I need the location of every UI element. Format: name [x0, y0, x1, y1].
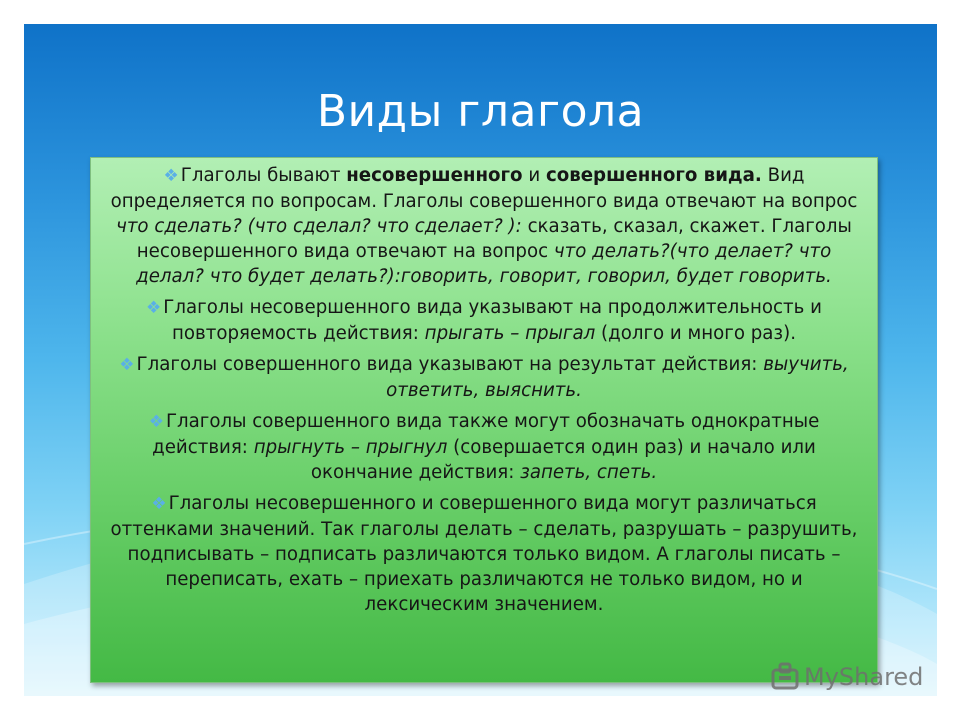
diamond-bullet-icon: ❖: [151, 494, 167, 514]
text-segment: Глаголы совершенного вида указывают на результат действия:: [136, 354, 764, 375]
text-segment: сказать, сказал, скажет. Глаголы несовершенного вида отвечают на вопрос: [136, 216, 852, 262]
paragraph-imperfective-duration: [101, 295, 867, 346]
text-segment: Глаголы бывают: [180, 165, 347, 186]
text-segment: несовершенного: [346, 165, 523, 186]
content-box: [90, 157, 878, 683]
diamond-bullet-icon: ❖: [119, 355, 135, 375]
text-segment: Вид определяется по вопросам. Глаголы совершенного вида отвечают на вопрос: [110, 165, 858, 212]
text-segment: Глаголы несовершенного вида указывают на продолжительность и повторяемость действия:: [163, 297, 822, 344]
text-segment: что сделать? (что сделал? что сделает? ):: [116, 216, 522, 237]
text-segment: прыгать – прыгал: [424, 323, 596, 344]
paragraph-meaning-shades: [101, 491, 867, 617]
text-segment: запеть, спеть.: [520, 462, 658, 483]
slide-title: Виды глагола: [316, 86, 645, 137]
slide: [24, 24, 937, 696]
text-segment: совершенного вида.: [545, 165, 762, 186]
diamond-bullet-icon: ❖: [163, 166, 179, 186]
paragraph-aspects-definition: [101, 163, 867, 289]
myshared-logo-icon: [770, 662, 800, 692]
watermark: [770, 660, 923, 694]
text-segment: Глаголы несовершенного и совершенного вида могут различаться оттенками значений. Так глаголы делать – сделать, разрушать – разрушить, подписывать – подписать различаются только видом. А глаголы писать – переписать, ехать – приехать различаются не только видом, но и лексическим значением.: [110, 493, 858, 615]
paragraph-perfective-single-action: [101, 409, 867, 485]
paragraph-perfective-result: [101, 352, 867, 403]
text-segment: Глаголы совершенного вида также могут обозначать однократные действия:: [152, 411, 820, 458]
text-segment: выучить, ответить, выяснить.: [386, 354, 849, 401]
text-segment: и: [522, 165, 546, 186]
diamond-bullet-icon: ❖: [146, 298, 162, 318]
text-segment: (совершается один раз) и начало или окончание действия:: [310, 437, 816, 483]
text-segment: что делать?(что делает? что делал? что будет делать?):говорить, говорит, говорил, будет говорить.: [136, 241, 832, 287]
text-segment: прыгнуть – прыгнул: [253, 437, 448, 458]
diamond-bullet-icon: ❖: [148, 412, 164, 432]
text-segment: (долго и много раз).: [595, 323, 796, 344]
watermark-text: MyShared: [804, 663, 924, 691]
